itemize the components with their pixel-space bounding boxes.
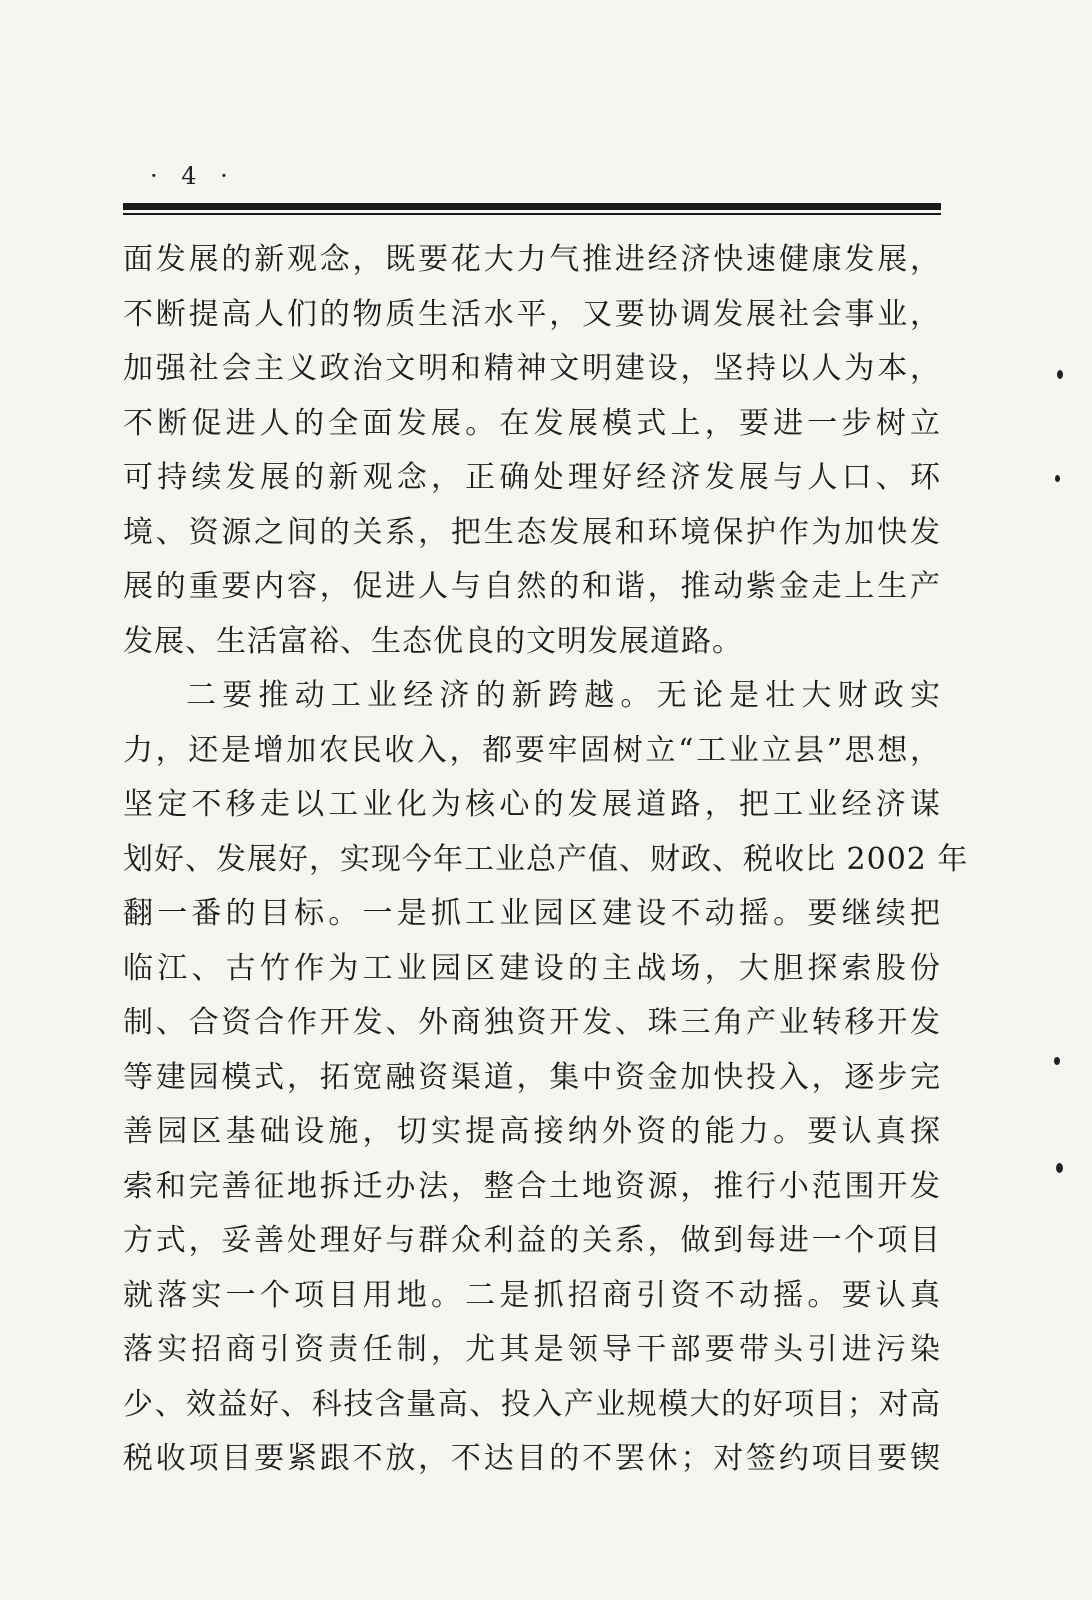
text-line: 等建园模式，拓宽融资渠道，集中资金加快投入，逐步完: [123, 1059, 941, 1095]
text-line: 临江、古竹作为工业园区建设的主战场，大胆探索股份: [123, 950, 941, 986]
text-line: 落实招商引资责任制，尤其是领导干部要带头引进污染: [123, 1332, 941, 1367]
text-line: 加强社会主义政治文明和精神文明建设，坚持以人为本，: [123, 351, 941, 386]
text-line: 坚定不移走以工业化为核心的发展道路，把工业经济谋: [123, 787, 941, 822]
text-line: 境、资源之间的关系，把生态发展和环境保护作为加快发: [123, 514, 941, 550]
text-line: 面发展的新观念，既要花大力气推进经济快速健康发展，: [123, 242, 941, 277]
scan-speck: [1054, 1057, 1060, 1065]
text-line: 就落实一个项目用地。二是抓招商引资不动摇。要认真: [123, 1277, 941, 1313]
text-line: 不断提高人们的物质生活水平，又要协调发展社会事业，: [123, 296, 941, 332]
text-line-paragraph-end: 发展、生活富裕、生态优良的文明发展道路。: [123, 623, 743, 659]
text-line: 制、合资合作开发、外商独资开发、珠三角产业转移开发: [123, 1005, 941, 1040]
text-line: 索和完善征地拆迁办法，整合土地资源，推行小范围开发: [123, 1168, 941, 1204]
text-line: 展的重要内容，促进人与自然的和谐，推动紫金走上生产: [123, 569, 941, 604]
scan-speck: [1055, 475, 1060, 482]
text-line: 可持续发展的新观念，正确处理好经济发展与人口、环: [123, 460, 941, 495]
text-line: 不断促进人的全面发展。在发展模式上，要进一步树立: [123, 405, 941, 441]
body-text: [123, 233, 969, 1487]
text-line: 力，还是增加农民收入，都要牢固树立“工业立县”思想，: [123, 732, 941, 768]
header-rule-thick: [123, 203, 941, 210]
text-line: 少、效益好、科技含量高、投入产业规模大的好项目；对高: [123, 1386, 941, 1422]
scan-speck: [1057, 370, 1063, 379]
text-line: 善园区基础设施，切实提高接纳外资的能力。要认真探: [123, 1114, 941, 1149]
header-rule-thin: [123, 213, 941, 215]
page-number: · 4 ·: [150, 162, 236, 190]
text-line: 划好、发展好，实现今年工业总产值、财政、税收比 2002 年: [123, 841, 969, 877]
text-line-paragraph-start: 二要推动工业经济的新跨越。无论是壮大财政实: [186, 678, 941, 713]
scan-speck: [1056, 1163, 1063, 1173]
text-line: 税收项目要紧跟不放，不达目的不罢休；对签约项目要锲: [123, 1441, 941, 1476]
text-line: 方式，妥善处理好与群众利益的关系，做到每进一个项目: [123, 1223, 941, 1258]
text-line: 翻一番的目标。一是抓工业园区建设不动摇。要继续把: [123, 896, 941, 931]
